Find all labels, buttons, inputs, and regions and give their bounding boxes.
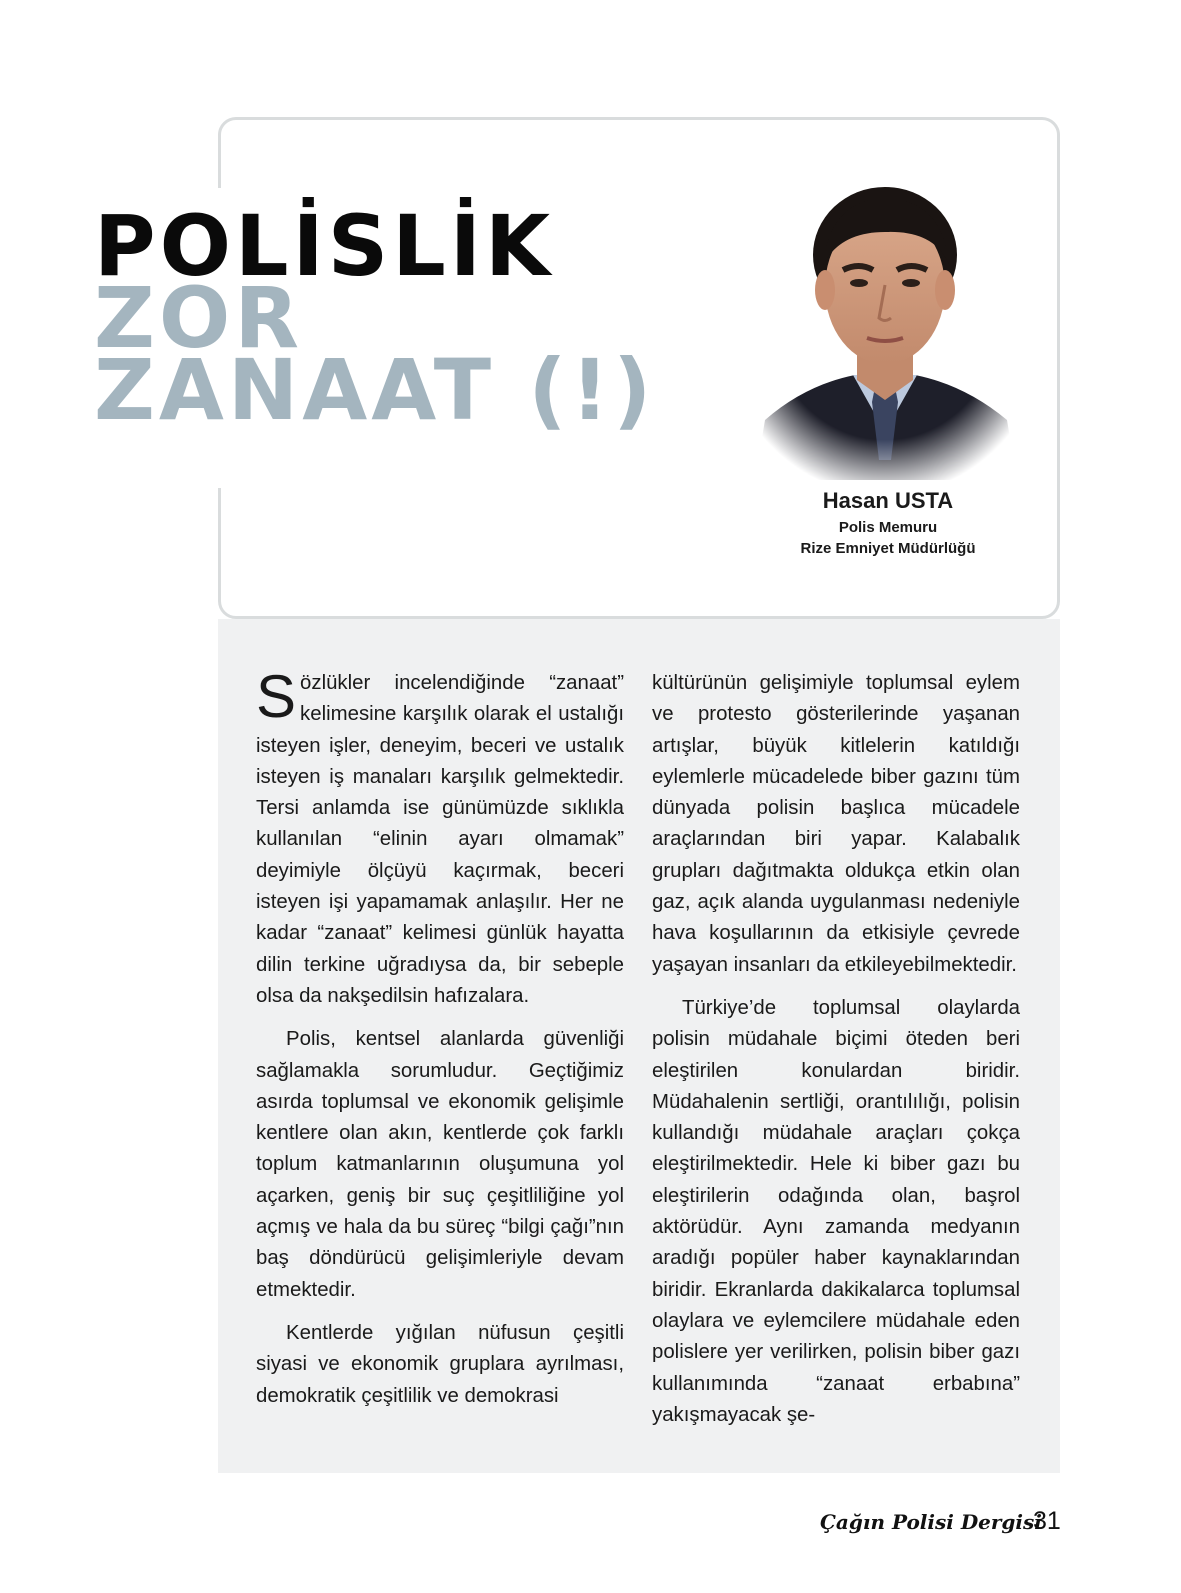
paragraph: kültürünün gelişimiyle toplumsal eylem ve protesto gösterilerinde yaşanan artışlar, büyük kitlelerin katıldığı eylemlerle mücadelede biber gazını tüm dünyada polisin başlıca mücadele araçlarından biri yapar. Kalabalık grupları dağıtmakta oldukça etkin olan gaz, açık alanda uygulanması nedeniyle hava koşullarının da etkisiyle çevrede yaşayan insanları da etkileyebilmektedir. [652, 672, 1020, 976]
magazine-name: Çağın Polisi Dergisi [820, 1510, 1042, 1534]
paragraph: Kentlerde yığılan nüfusun çeşitli siyasi ve ekonomik gruplara ayrılması, demokratik çeşitlilik ve demokrasi [256, 1321, 624, 1407]
title-line-2: ZOR [94, 269, 303, 368]
column-left [256, 663, 624, 1424]
paragraph-text: özlükler incelendiğinde “zanaat” kelimesine karşılık olarak el ustalığı isteyen işler, deneyim, beceri ve ustalık isteyen iş manaları karşılık gelmektedir. Tersi anlamda ise günümüzde sıklıkla kullanılan “elinin ayarı olmamak” deyimiyle ölçüyü kaçırmak, beceri isteyen işi yapamamak anlaşılır. Her ne kadar “zanaat” kelimesi günlük hayatta dilin terkine uğradıysa da, bir sebeple olsa da nakşedilsin hafızalara. [256, 672, 624, 1007]
author-name: Hasan USTA [822, 488, 954, 513]
paragraph: Polis, kentsel alanlarda güvenliği sağlamakla sorumludur. Geçtiğimiz asırda toplumsal ve ekonomik gelişimle kentlere olan akın, kentlerde çok farklı toplum katmanlarının oluşumuna yol açarken, geniş bir suç çeşitliliğine yol açmış ve hala da bu süreç “bilgi çağı”nın baş döndürücü gelişimleriyle devam etmektedir. [256, 1028, 624, 1301]
title-line-1: POLİSLİK [94, 197, 555, 295]
author-role: Polis Memuru [838, 519, 938, 536]
paragraph: Türkiye’de toplumsal olaylarda polisin müdahale biçimi öteden beri eleştirilen konulardan biridir. Müdahalenin sertliği, orantılılığı, polisin kullandığı müdahale araçları çokça eleştirilmektedir. Hele ki biber gazı bu eleştirilerin odağında olan, başrol aktörüdür. Aynı zamanda medyanın aradığı popüler haber kaynaklarından biridir. Ekranlarda dakikalarca toplumsal olaylara ve eylemcilere müdahale eden polislere yer verilirken, polisin biber gazı kullanımında “zanaat erbabına” yakışmayacak şe- [652, 996, 1020, 1426]
author-department: Rize Emniyet Müdürlüğü [800, 540, 976, 557]
title-line-3: ZANAAT (!) [94, 341, 656, 440]
article-title [94, 197, 656, 440]
drop-cap: S [256, 663, 297, 730]
page-number: 31 [1033, 1507, 1061, 1535]
column-right [652, 668, 1020, 1443]
paragraph [256, 663, 624, 1012]
author-portrait [745, 170, 1025, 480]
